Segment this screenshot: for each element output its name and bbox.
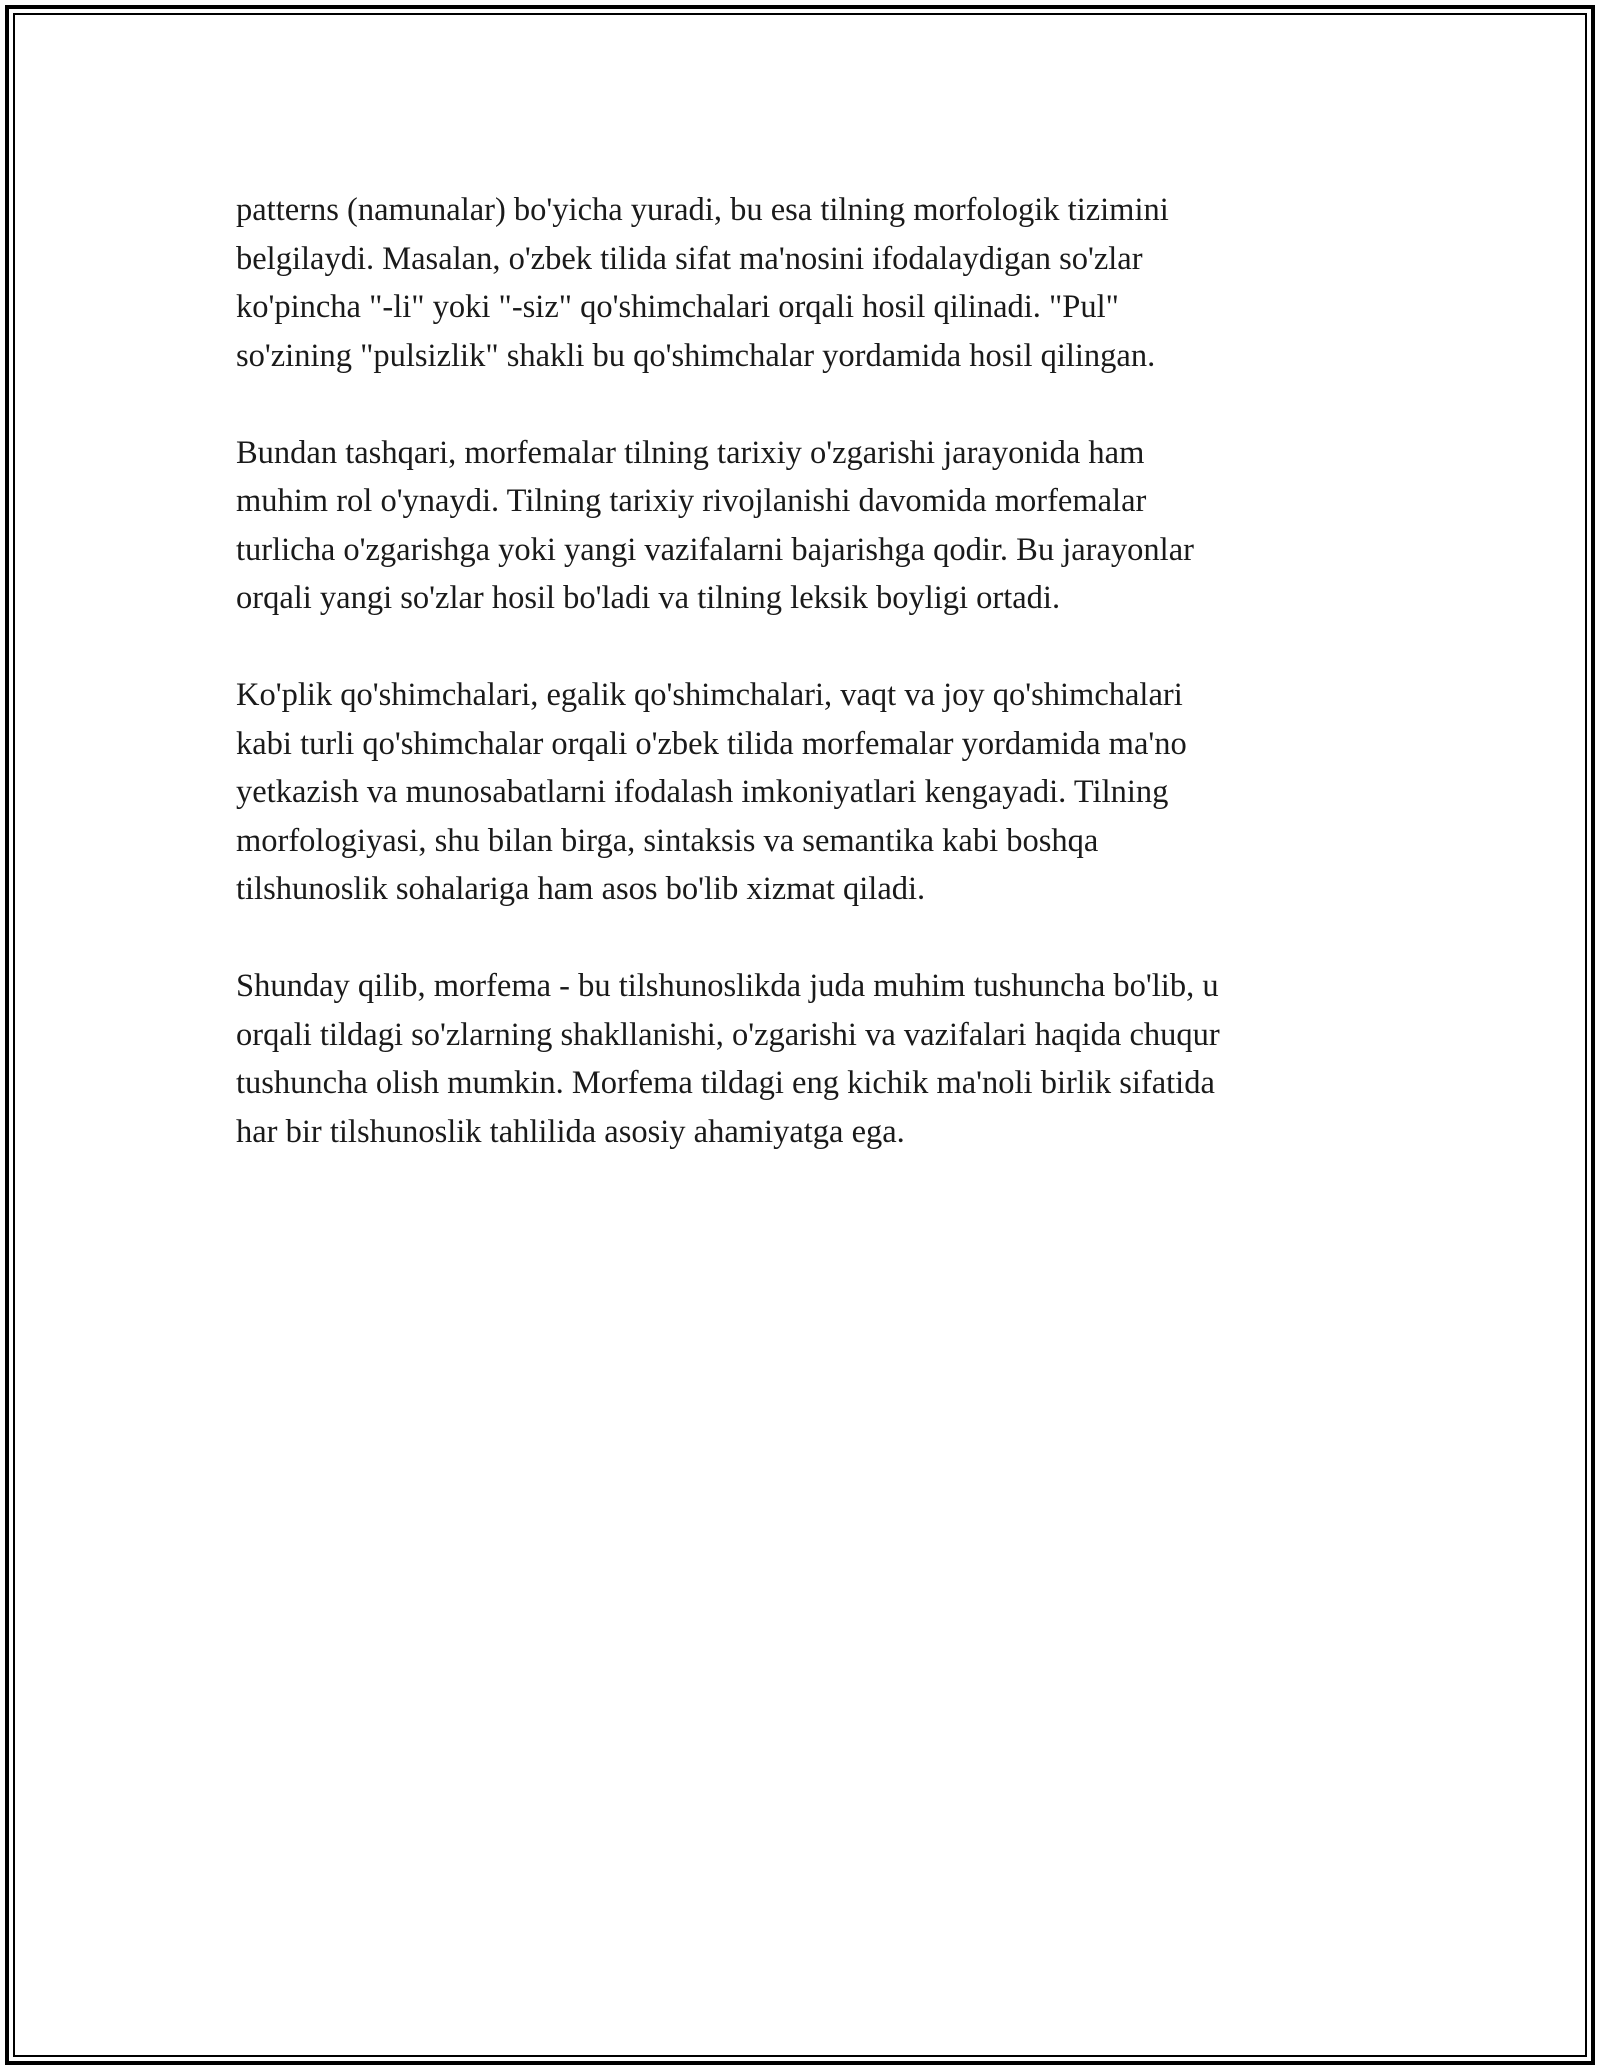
text-line: kabi turli qo'shimchalar orqali o'zbek tilida morfemalar yordamida ma'no	[236, 725, 1187, 762]
text-line: turlicha o'zgarishga yoki yangi vazifalarni bajarishga qodir. Bu jarayonlar	[236, 531, 1194, 568]
text-line: orqali tildagi so'zlarning shakllanishi, o'zgarishi va vazifalari haqida chuqur	[236, 1016, 1220, 1053]
text-line: har bir tilshunoslik tahlilida asosiy ahamiyatga ega.	[236, 1113, 905, 1150]
text-line: muhim rol o'ynaydi. Tilning tarixiy rivojlanishi davomida morfemalar	[236, 483, 1147, 519]
text-line: yetkazish va munosabatlarni ifodalash imkoniyatlari kengayadi. Tilning	[236, 774, 1169, 810]
text-line: ko'pincha "-li" yoki "-siz" qo'shimchalari orqali hosil qilinadi. "Pul"	[236, 289, 1119, 325]
paragraph-conclusion	[236, 962, 1376, 1156]
text-line: tushuncha olish mumkin. Morfema tildagi eng kichik ma'noli birlik sifatida	[236, 1065, 1215, 1101]
text-line: so'zining "pulsizlik" shakli bu qo'shimchalar yordamida hosil qilingan.	[236, 337, 1156, 374]
text-line: tilshunoslik sohalariga ham asos bo'lib xizmat qiladi.	[236, 871, 926, 907]
text-line: Bundan tashqari, morfemalar tilning tarixiy o'zgarishi jarayonida ham	[236, 434, 1145, 471]
text-line: Ko'plik qo'shimchalari, egalik qo'shimchalari, vaqt va joy qo'shimchalari	[236, 677, 1183, 713]
paragraph-historical-change	[236, 429, 1376, 623]
text-line: Shunday qilib, morfema - bu tilshunoslikda juda muhim tushuncha bo'lib, u	[236, 968, 1219, 1004]
paragraph-suffix-types	[236, 671, 1376, 914]
text-line: patterns (namunalar) bo'yicha yuradi, bu esa tilning morfologik tizimini	[236, 192, 1169, 228]
text-line: belgilaydi. Masalan, o'zbek tilida sifat ma'nosini ifodalaydigan so'zlar	[236, 240, 1143, 277]
paragraph-morphology-patterns	[236, 186, 1376, 380]
text-line: morfologiyasi, shu bilan birga, sintaksis va semantika kabi boshqa	[236, 822, 1099, 859]
text-line: orqali yangi so'zlar hosil bo'ladi va tilning leksik boyligi ortadi.	[236, 580, 1061, 616]
document-body	[236, 186, 1376, 1205]
